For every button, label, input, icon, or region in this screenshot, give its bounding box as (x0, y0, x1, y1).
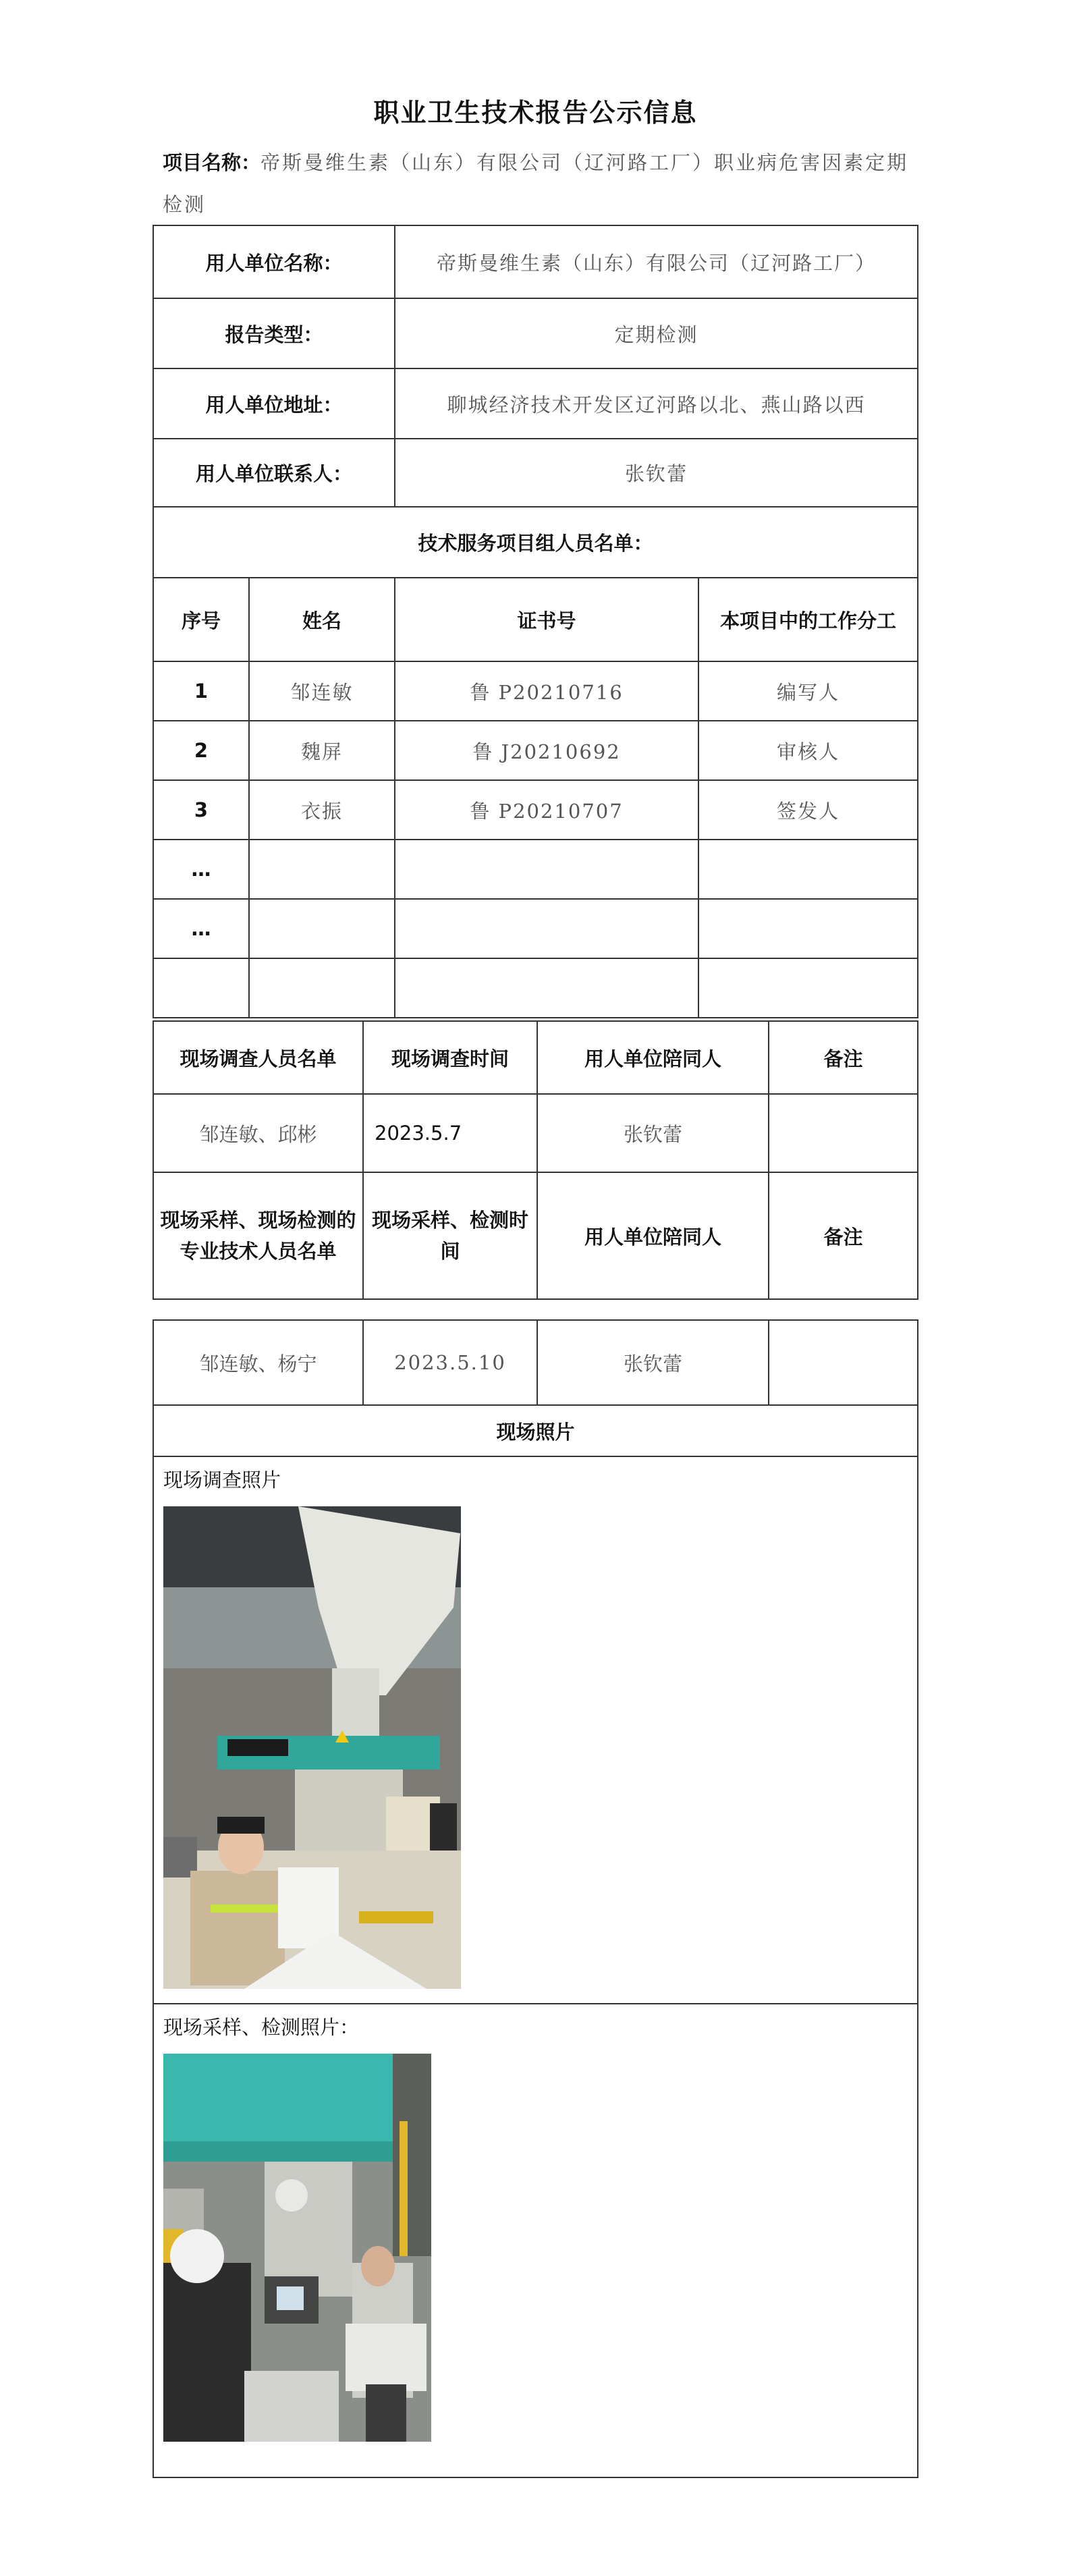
info-label: 用人单位联系人： (153, 439, 395, 507)
team-cell (249, 899, 395, 958)
sampling-photo-cell (153, 2004, 918, 2477)
info-value: 定期检测 (395, 298, 918, 368)
sampling-header: 现场采样、现场检测的专业技术人员名单 (153, 1172, 363, 1299)
team-cell (153, 958, 249, 1018)
survey-cell: 2023.5.7 (363, 1094, 537, 1172)
survey-photo-image (163, 1506, 461, 1989)
team-cell: … (153, 899, 249, 958)
survey-header: 现场调查人员名单 (153, 1021, 363, 1094)
team-cell (395, 958, 698, 1018)
survey-cell: 张钦蕾 (537, 1094, 769, 1172)
team-cell: … (153, 840, 249, 899)
team-row (153, 721, 918, 780)
sampling-photo (163, 2054, 431, 2442)
team-cell: 审核人 (698, 721, 918, 780)
team-cell: 鲁 J20210692 (395, 721, 698, 780)
survey-row (153, 1094, 918, 1172)
team-cell: 3 (153, 780, 249, 840)
team-row (153, 840, 918, 899)
info-value: 帝斯曼维生素（山东）有限公司（辽河路工厂） (395, 225, 918, 298)
survey-photo-label: 现场调查照片 (163, 1469, 281, 1491)
team-header-row (153, 578, 918, 661)
team-cell: 魏屏 (249, 721, 395, 780)
team-header: 证书号 (395, 578, 698, 661)
team-header: 序号 (153, 578, 249, 661)
team-cell (395, 840, 698, 899)
team-header: 姓名 (249, 578, 395, 661)
project-label: 项目名称： (163, 151, 261, 174)
sampling-photo-image (163, 2054, 431, 2442)
info-label: 用人单位名称： (153, 225, 395, 298)
page-title: 职业卫生技术报告公示信息 (373, 98, 698, 128)
sampling-header: 现场采样、检测时间 (363, 1172, 537, 1299)
info-value: 聊城经济技术开发区辽河路以北、燕山路以西 (395, 368, 918, 439)
photos-heading: 现场照片 (153, 1405, 918, 1456)
sampling-header-row (153, 1172, 918, 1299)
survey-header: 现场调查时间 (363, 1021, 537, 1094)
info-value: 张钦蕾 (395, 439, 918, 507)
info-label: 报告类型： (153, 298, 395, 368)
team-cell: 鲁 P20210716 (395, 661, 698, 721)
info-row (153, 225, 918, 298)
team-cell: 鲁 P20210707 (395, 780, 698, 840)
team-header: 本项目中的工作分工 (698, 578, 918, 661)
team-cell: 编写人 (698, 661, 918, 721)
project-name (163, 142, 918, 225)
survey-table (153, 1020, 918, 1300)
team-row (153, 899, 918, 958)
team-heading: 技术服务项目组人员名单： (153, 507, 918, 578)
team-cell: 签发人 (698, 780, 918, 840)
sampling-cell: 邹连敏、杨宁 (153, 1320, 363, 1405)
main-table (153, 225, 918, 1018)
sampling-header: 备注 (769, 1172, 918, 1299)
info-label: 用人单位地址： (153, 368, 395, 439)
team-cell (698, 899, 918, 958)
info-row (153, 298, 918, 368)
team-cell (395, 899, 698, 958)
team-cell (249, 958, 395, 1018)
survey-header: 用人单位陪同人 (537, 1021, 769, 1094)
team-row (153, 958, 918, 1018)
survey-cell (769, 1094, 918, 1172)
team-cell (698, 958, 918, 1018)
sampling-photo-label: 现场采样、检测照片： (163, 2016, 360, 2039)
info-row (153, 368, 918, 439)
team-cell: 邹连敏 (249, 661, 395, 721)
team-row (153, 661, 918, 721)
survey-photo (163, 1506, 461, 1989)
sampling-cell: 张钦蕾 (537, 1320, 769, 1405)
sampling-header: 用人单位陪同人 (537, 1172, 769, 1299)
team-cell: 1 (153, 661, 249, 721)
survey-header: 备注 (769, 1021, 918, 1094)
team-cell: 衣振 (249, 780, 395, 840)
project-value: 帝斯曼维生素（山东）有限公司（辽河路工厂）职业病危害因素定期检测 (163, 151, 909, 216)
survey-photo-cell (153, 1456, 918, 2004)
survey-cell: 邹连敏、邱彬 (153, 1094, 363, 1172)
survey-header-row (153, 1021, 918, 1094)
team-row (153, 780, 918, 840)
team-cell: 2 (153, 721, 249, 780)
photo-table (153, 1319, 918, 2478)
team-cell (698, 840, 918, 899)
sampling-row (153, 1320, 918, 1405)
team-cell (249, 840, 395, 899)
info-row (153, 439, 918, 507)
sampling-cell: 2023.5.10 (363, 1320, 537, 1405)
sampling-cell (769, 1320, 918, 1405)
